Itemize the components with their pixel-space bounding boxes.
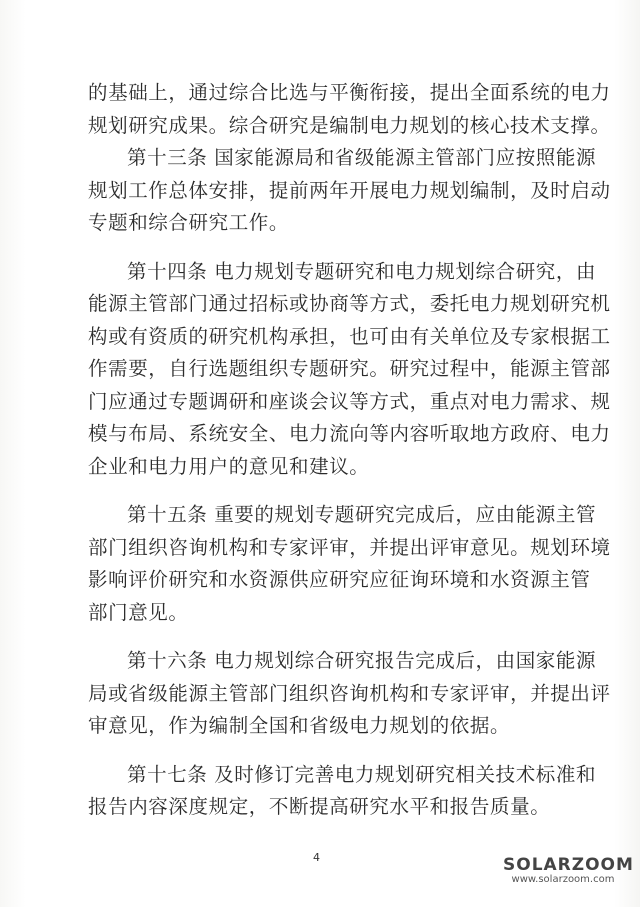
paragraph-article-16 <box>88 645 611 743</box>
paragraph-spacing <box>88 240 558 256</box>
text-line: 第十五条 重要的规划专题研究完成后，应由能源主管 <box>127 503 597 526</box>
paragraph-article-15 <box>88 499 611 629</box>
text-line: 第十七条 及时修订完善电力规划研究相关技术标准和 <box>127 762 597 786</box>
paragraph-spacing <box>88 483 558 499</box>
text-line: 规划研究成果。综合研究是编制电力规划的核心技术支撑。 <box>88 113 611 137</box>
text-line: 部门意见。 <box>88 600 189 624</box>
text-line: 第十三条 国家能源局和省级能源主管部门应按照能源 <box>127 146 597 169</box>
text-line: 部门组织咨询机构和专家评审，并提出评审意见。规划环境 <box>88 535 611 559</box>
text-line: 审意见，作为编制全国和省级电力规划的依据。 <box>88 714 511 737</box>
watermark-url: www.solarzoom.com <box>511 874 615 885</box>
text-line: 专题和综合研究工作。 <box>88 211 290 234</box>
text-line: 第十四条 电力规划专题研究和电力规划综合研究，由 <box>127 259 597 283</box>
text-line: 模与布局、系统安全、电力流向等内容听取地方政府、电力 <box>88 422 611 445</box>
text-line: 影响评价研究和水资源供应研究应征询环境和水资源主管 <box>88 568 591 591</box>
watermark <box>503 855 634 886</box>
text-line: 门应通过专题调研和座谈会议等方式，重点对电力需求、规 <box>88 389 611 413</box>
text-line: 报告内容深度规定，不断提高研究水平和报告质量。 <box>88 795 551 818</box>
paragraph-article-17 <box>88 759 597 824</box>
text-line: 局或省级能源主管部门组织咨询机构和专家评审，并提出评 <box>88 681 611 705</box>
watermark-logo: SOLARZOOM <box>503 855 634 875</box>
paragraph-article-13 <box>88 142 611 240</box>
paragraph-article-14 <box>88 256 611 484</box>
document-body <box>88 77 611 824</box>
text-line: 能源主管部门通过招标或协商等方式，委托电力规划研究机 <box>88 292 611 315</box>
text-line: 构或有资质的研究机构承担，也可由有关单位及专家根据工 <box>88 324 611 348</box>
text-line: 作需要，自行选题组织专题研究。研究过程中，能源主管部 <box>88 357 611 380</box>
paragraph-spacing <box>88 743 558 759</box>
paragraph-continuation <box>88 77 611 142</box>
text-line: 第十六条 电力规划综合研究报告完成后，由国家能源 <box>127 649 597 672</box>
text-line: 的基础上，通过综合比选与平衡衔接，提出全面系统的电力 <box>88 81 611 104</box>
text-line: 规划工作总体安排，提前两年开展电力规划编制，及时启动 <box>88 178 611 202</box>
paragraph-spacing <box>88 629 558 645</box>
page-number: 4 <box>313 851 320 864</box>
text-line: 企业和电力用户的意见和建议。 <box>88 454 370 478</box>
